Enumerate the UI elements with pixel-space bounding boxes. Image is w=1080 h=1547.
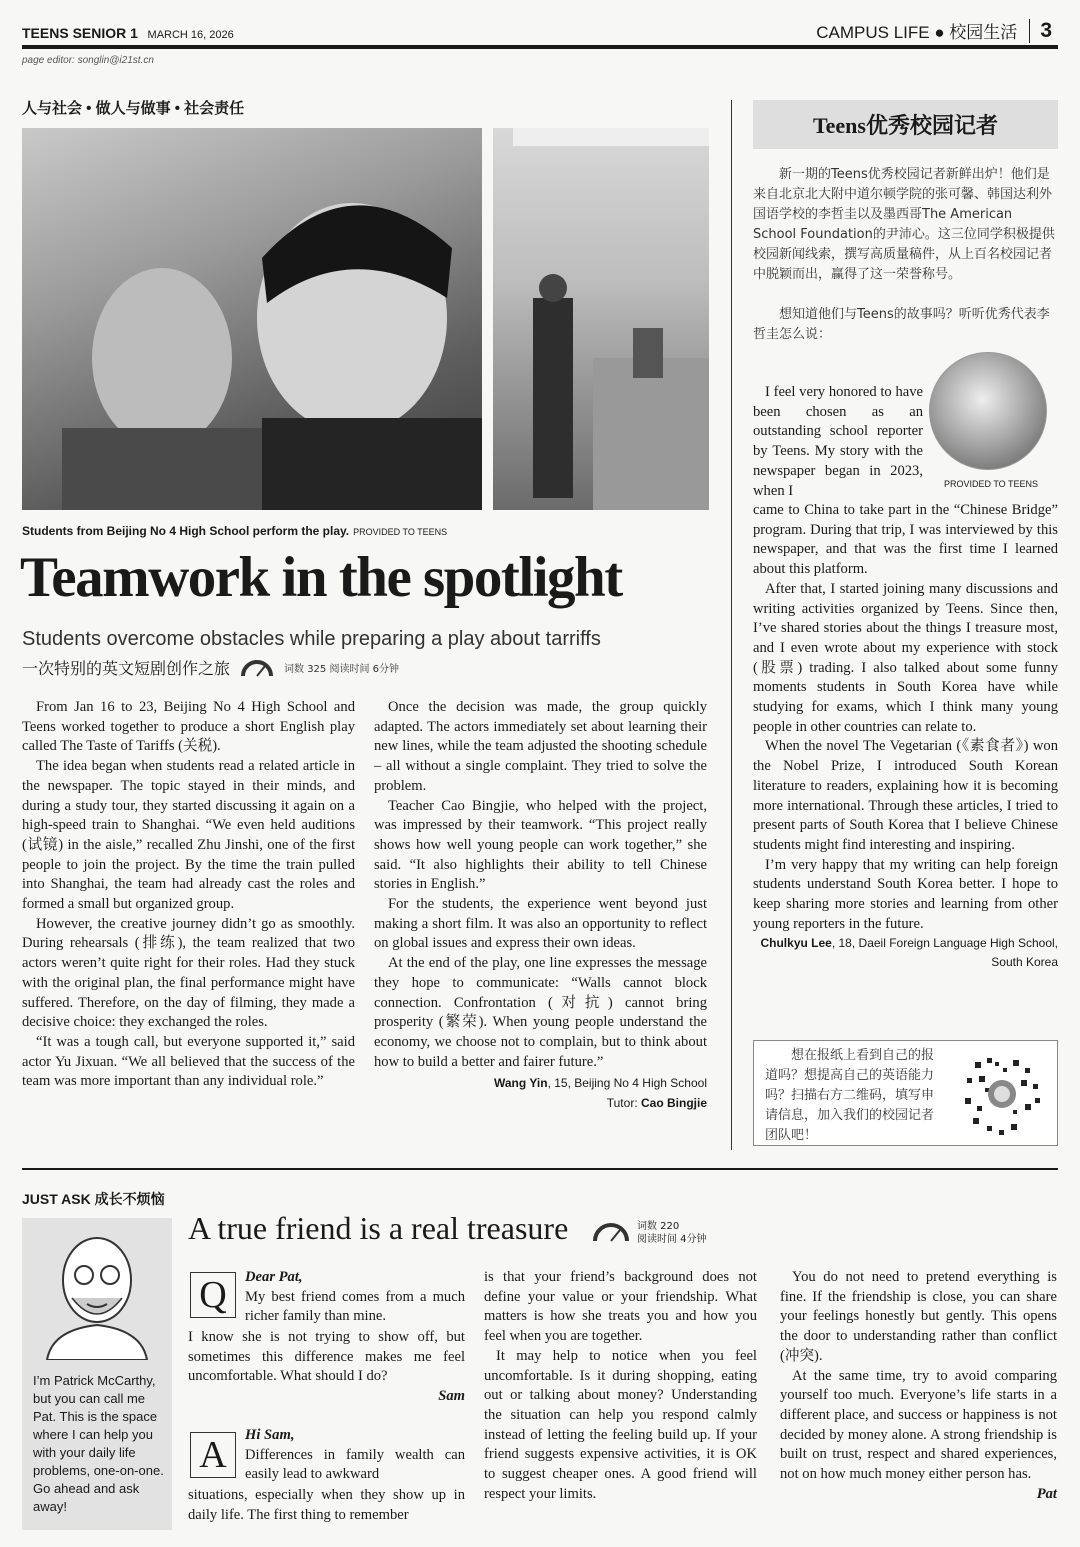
word-count: 词数 220: [637, 1221, 680, 1232]
paragraph: I’m very happy that my writing can help foreign students understand South Korea better. I hope to keep sharing more stories and learning from other young reporters in the future.: [753, 856, 1058, 932]
caption-text: Students from Beijing No 4 High School perform the play.: [22, 524, 350, 538]
article-photo-set: [493, 128, 709, 510]
reporter-detail: , 18, Daeil Foreign Language High School, South Korea: [831, 936, 1058, 970]
paragraph: From Jan 16 to 23, Beijing No 4 High School and Teens worked together to produce a short English play called The Taste of Tariffs (关税).: [22, 699, 355, 755]
intro-paragraph: 新一期的Teens优秀校园记者新鲜出炉！他们是来自北京北大附中道尔顿学院的张可馨、韩国达利外国语学校的李哲圭以及墨西哥The American School Foundation的尹沛心。这三位同学积极提供校园新闻线索，撰写高质量稿件，从上百名校园记者中脱颖而出，赢得了这一荣誉称号。: [753, 167, 1055, 282]
question-body: [188, 1328, 465, 1407]
tutor-name: Cao Bingjie: [640, 1096, 707, 1111]
question-text-2: I know she is not trying to show off, but sometimes this difference makes me feel uncomfortable. What should I do?: [188, 1329, 465, 1385]
intro-paragraph: 想知道他们与Teens的故事吗？听听优秀代表李哲圭怎么说：: [753, 307, 1050, 342]
paragraph: However, the creative journey didn’t go as smoothly. During rehearsals (排练), the team realized that two actors weren’t quite right for their roles. Had they stuck with the original plan, the final performance might have suffered. Therefore, on the day of filming, they made a decisive choice: they exchanged the roles.: [22, 915, 355, 1031]
publication-name: TEENS SENIOR 1: [22, 25, 138, 41]
answer-text-1: Differences in family wealth can easily lead to awkward: [245, 1446, 465, 1483]
question-dropcap: Q: [190, 1272, 236, 1318]
sidebar-story-wrap: [753, 383, 923, 501]
masthead-left: [22, 25, 234, 41]
columnist-bio: I’m Patrick McCarthy, but you can call me Pat. This is the space where I can help you with your daily life problems, one-on-one. Go ahead and ask away!: [33, 1373, 164, 1514]
sidebar-story: [753, 501, 1058, 972]
students-photo-illustration: [22, 128, 482, 510]
reporter-name: Chulkyu Lee: [760, 936, 832, 951]
paragraph: At the same time, try to avoid comparing yourself too much. Everyone’s life starts in a different place, and success or happiness is not decided by money alone. A strong friendship is built on trust, respect and shared experiences, not on how much money either person has.: [780, 1367, 1057, 1483]
article-headline: Teamwork in the spotlight: [20, 546, 622, 609]
sidebar-intro: [753, 165, 1058, 345]
article-tag: 人与社会 • 做人与做事 • 社会责任: [22, 100, 245, 117]
question-text-1: My best friend comes from a much richer family than mine.: [245, 1288, 465, 1325]
question-salutation: Dear Pat,: [245, 1269, 303, 1285]
just-ask-meta: [637, 1220, 707, 1246]
reading-time: 阅读时间 4分钟: [637, 1234, 707, 1245]
article-column-2: [374, 698, 707, 1114]
reporter-avatar: [929, 352, 1047, 470]
section-name: CAMPUS LIFE ● 校园生活: [816, 23, 1018, 42]
answer-continued: situations, especially when they show up in daily life. The first thing to remember: [188, 1487, 465, 1523]
photo-caption: [22, 524, 447, 538]
paragraph: came to China to take part in the “Chinese Bridge” program. During that trip, I was interviewed by this newspaper, and that was the first time I learned about this platform.: [753, 502, 1058, 578]
answer-lead: [245, 1426, 465, 1485]
sidebar-title: Teens优秀校园记者: [753, 100, 1058, 149]
cn-title: 一次特别的英文短剧创作之旅: [22, 659, 231, 678]
paragraph: For the students, the experience went beyond just making a short film. It was also an opportunity to reflect on global issues and express their own ideas.: [374, 896, 707, 952]
paragraph: is that your friend’s background does not define your value or your friendship. What matters is how she treats you and how you feel when you are together.: [484, 1269, 757, 1345]
author-name: Wang Yin: [494, 1076, 548, 1091]
masthead-right: [816, 18, 1052, 43]
section-rule: [22, 1168, 1058, 1170]
paragraph: After that, I started joining many discussions and writing activities organized by Teens. Since then, I’ve shared stories about the things I treasure most, and I even wrote about my experience with stock (股票) trading. I also talked about some funny moments students in South Korea have while studying for exams, which I think many young people in other countries can relate to.: [753, 580, 1058, 735]
article-photo-students: [22, 128, 482, 510]
article-byline: [374, 1074, 707, 1094]
columnist-cartoon: [22, 1220, 172, 1360]
paragraph: The idea began when students read a related article in the newspaper. The topic stayed in their minds, and during a study tour, they started discussing it again on a high-speed train to Shanghai. “We even held auditions (试镜) in the aisle,” recalled Zhu Jinshi, one of the first people to join the project. By the time the train pulled into Shanghai, the team had already cast the roles and formed a small but organized group.: [22, 758, 355, 913]
answer-salutation: Hi Sam,: [245, 1427, 295, 1443]
qr-code-icon[interactable]: [955, 1048, 1049, 1140]
page-editor: page editor: songlin@i21st.cn: [22, 55, 154, 66]
answer-column-3: [780, 1268, 1057, 1504]
top-rule: [22, 45, 1058, 49]
paragraph: “It was a tough call, but everyone supported it,” said actor Yu Jixuan. “We all believed that the success of the team was more important than any individual role.”: [22, 1033, 355, 1090]
sidebar-byline: [753, 934, 1058, 972]
answer-signature: Pat: [1036, 1485, 1057, 1502]
author-detail: , 15, Beijing No 4 High School: [547, 1076, 707, 1091]
question-signature: Sam: [438, 1388, 465, 1405]
question-lead: [245, 1268, 465, 1327]
paragraph: Teacher Cao Bingjie, who helped with the project, was impressed by their teamwork. “This project really shows how well young people can work together,” she said. “It also highlights their ability to tell Chinese stories in English.”: [374, 797, 707, 893]
recruit-text: 想在报纸上看到自己的报道吗？想提高自己的英语能力吗？扫描右方二维码，填写申请信息，加入我们的校园记者团队吧！: [765, 1048, 935, 1143]
just-ask-tag: JUST ASK 成长不烦恼: [22, 1191, 165, 1207]
page-number: 3: [1029, 19, 1052, 43]
tutor-label: Tutor:: [606, 1096, 641, 1111]
article-column-1: [22, 698, 355, 1092]
column-divider: [731, 100, 732, 1150]
paragraph: It may help to notice when you feel uncomfortable. Is it during shopping, eating out or talking about money? Understanding the situation can help you respond calmly instead of letting the feeling build up. If your friend suggests expensive activities, it is OK to suggest cheaper ones. A good friend will respect your limits.: [484, 1347, 757, 1502]
just-ask-title: A true friend is a real treasure: [188, 1210, 569, 1246]
article-cn-line: [22, 656, 399, 679]
article-tutor: [374, 1094, 707, 1114]
caption-credit: PROVIDED TO TEENS: [353, 527, 448, 537]
paragraph: Once the decision was made, the group quickly adapted. The actors immediately set about learning their new lines, while the team adjusted the shooting schedule – all without a single complaint. They tried to solve the problem.: [374, 699, 707, 794]
paragraph: You do not need to pretend everything is fine. If the friendship is close, you can share your feelings honestly but gently. This opens the door to understanding rather than conflict (冲突).: [780, 1269, 1057, 1364]
avatar-credit: PROVIDED TO TEENS: [944, 479, 1039, 489]
answer-column-2: [484, 1268, 757, 1504]
article-meta: 词数 325 阅读时间 6分钟: [284, 664, 400, 675]
reading-gauge-icon: [240, 659, 274, 677]
reading-gauge-icon: [592, 1222, 630, 1242]
paragraph: At the end of the play, one line expresses the message they hope to communicate: “Walls cannot block connection. Confrontation (对抗) cannot bring prosperity (繁荣). When young people understand the economy, we choose not to complain, but to think about how to build a better and fairer future.”: [374, 955, 707, 1070]
answer-dropcap: A: [190, 1432, 236, 1478]
paragraph: When the novel The Vegetarian (《素食者》) won the Nobel Prize, I introduced South Korean literature to readers, explaining how it is becoming more international. Through these articles, I tried to present parts of South Korea that I believe Chinese students might find interesting and inspiring.: [753, 738, 1058, 853]
paragraph: I feel very honored to have been chosen as an outstanding school reporter by Teens. My story with the newspaper began in 2023, when I: [753, 384, 923, 499]
article-subhead: Students overcome obstacles while preparing a play about tarriffs: [22, 628, 601, 650]
issue-date: MARCH 16, 2026: [147, 29, 234, 41]
set-photo-illustration: [493, 128, 709, 510]
